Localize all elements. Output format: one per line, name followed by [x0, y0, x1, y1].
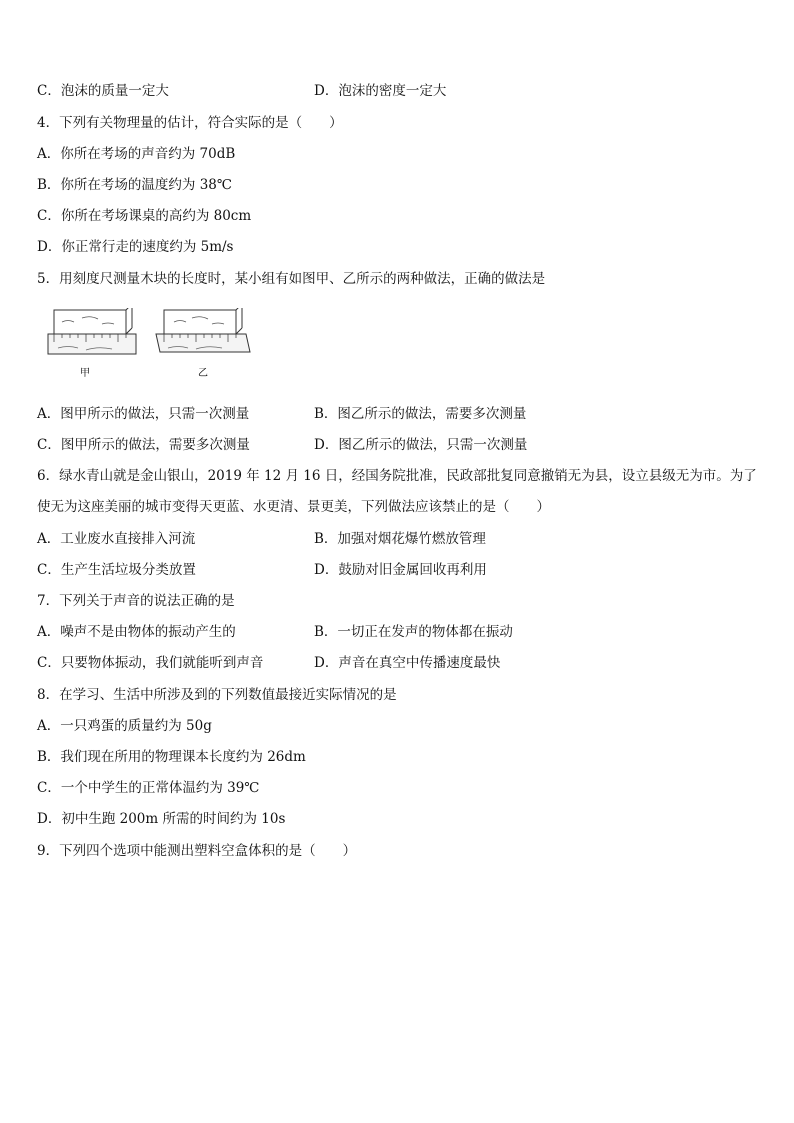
q5-stem: 5．用刻度尺测量木块的长度时，某小组有如图甲、乙所示的两种做法，正确的做法是 [37, 271, 546, 287]
figure-b-label: 乙 [198, 368, 208, 379]
q5-option-d: D．图乙所示的做法，只需一次测量 [314, 437, 528, 453]
q7-option-a: A．噪声不是由物体的振动产生的 [37, 624, 236, 640]
q8-option-c: C．一个中学生的正常体温约为 39℃ [37, 780, 260, 796]
q8-option-b: B．我们现在所用的物理课本长度约为 26dm [37, 749, 306, 765]
q5-option-a: A．图甲所示的做法，只需一次测量 [37, 406, 250, 422]
q5-option-b: B．图乙所示的做法，需要多次测量 [314, 406, 527, 422]
q8-stem: 8．在学习、生活中所涉及到的下列数值最接近实际情况的是 [37, 687, 397, 703]
q4-option-b: B．你所在考场的温度约为 38℃ [37, 177, 232, 193]
q7-option-d: D．声音在真空中传播速度最快 [314, 655, 501, 671]
q8-option-d: D．初中生跑 200m 所需的时间约为 10s [37, 811, 286, 827]
q3-option-d: D．泡沫的密度一定大 [314, 83, 447, 99]
q7-option-b: B．一切正在发声的物体都在振动 [314, 624, 513, 640]
figure-a-ruler [48, 308, 136, 354]
figure-b-ruler [156, 308, 250, 352]
q4-option-c: C．你所在考场课桌的高约为 80cm [37, 208, 252, 224]
figure-a-label: 甲 [80, 368, 90, 379]
q4-option-d: D．你正常行走的速度约为 5m/s [37, 239, 234, 255]
q7-stem: 7．下列关于声音的说法正确的是 [37, 593, 235, 609]
q8-option-a: A．一只鸡蛋的质量约为 50g [37, 718, 212, 734]
q4-option-a: A．你所在考场的声音约为 70dB [37, 146, 236, 162]
ruler-measurement-figure [46, 308, 266, 388]
q6-stem-line1: 6．绿水青山就是金山银山，2019 年 12 月 16 日，经国务院批准，民政部批复同意撤销无为县，设立县级无为市。为了 [37, 468, 757, 484]
q5-option-c: C．图甲所示的做法，需要多次测量 [37, 437, 250, 453]
q4-stem: 4．下列有关物理量的估计，符合实际的是（ ） [37, 115, 343, 131]
q6-stem-line2: 使无为这座美丽的城市变得天更蓝、水更清、景更美，下列做法应该禁止的是（ ） [37, 499, 550, 515]
q6-option-c: C．生产生活垃圾分类放置 [37, 562, 196, 578]
q9-stem: 9．下列四个选项中能测出塑料空盒体积的是（ ） [37, 843, 357, 859]
q6-option-d: D．鼓励对旧金属回收再利用 [314, 562, 487, 578]
q7-option-c: C．只要物体振动，我们就能听到声音 [37, 655, 264, 671]
q6-option-b: B．加强对烟花爆竹燃放管理 [314, 531, 486, 547]
q6-option-a: A．工业废水直接排入河流 [37, 531, 196, 547]
q3-option-c: C．泡沫的质量一定大 [37, 83, 169, 99]
